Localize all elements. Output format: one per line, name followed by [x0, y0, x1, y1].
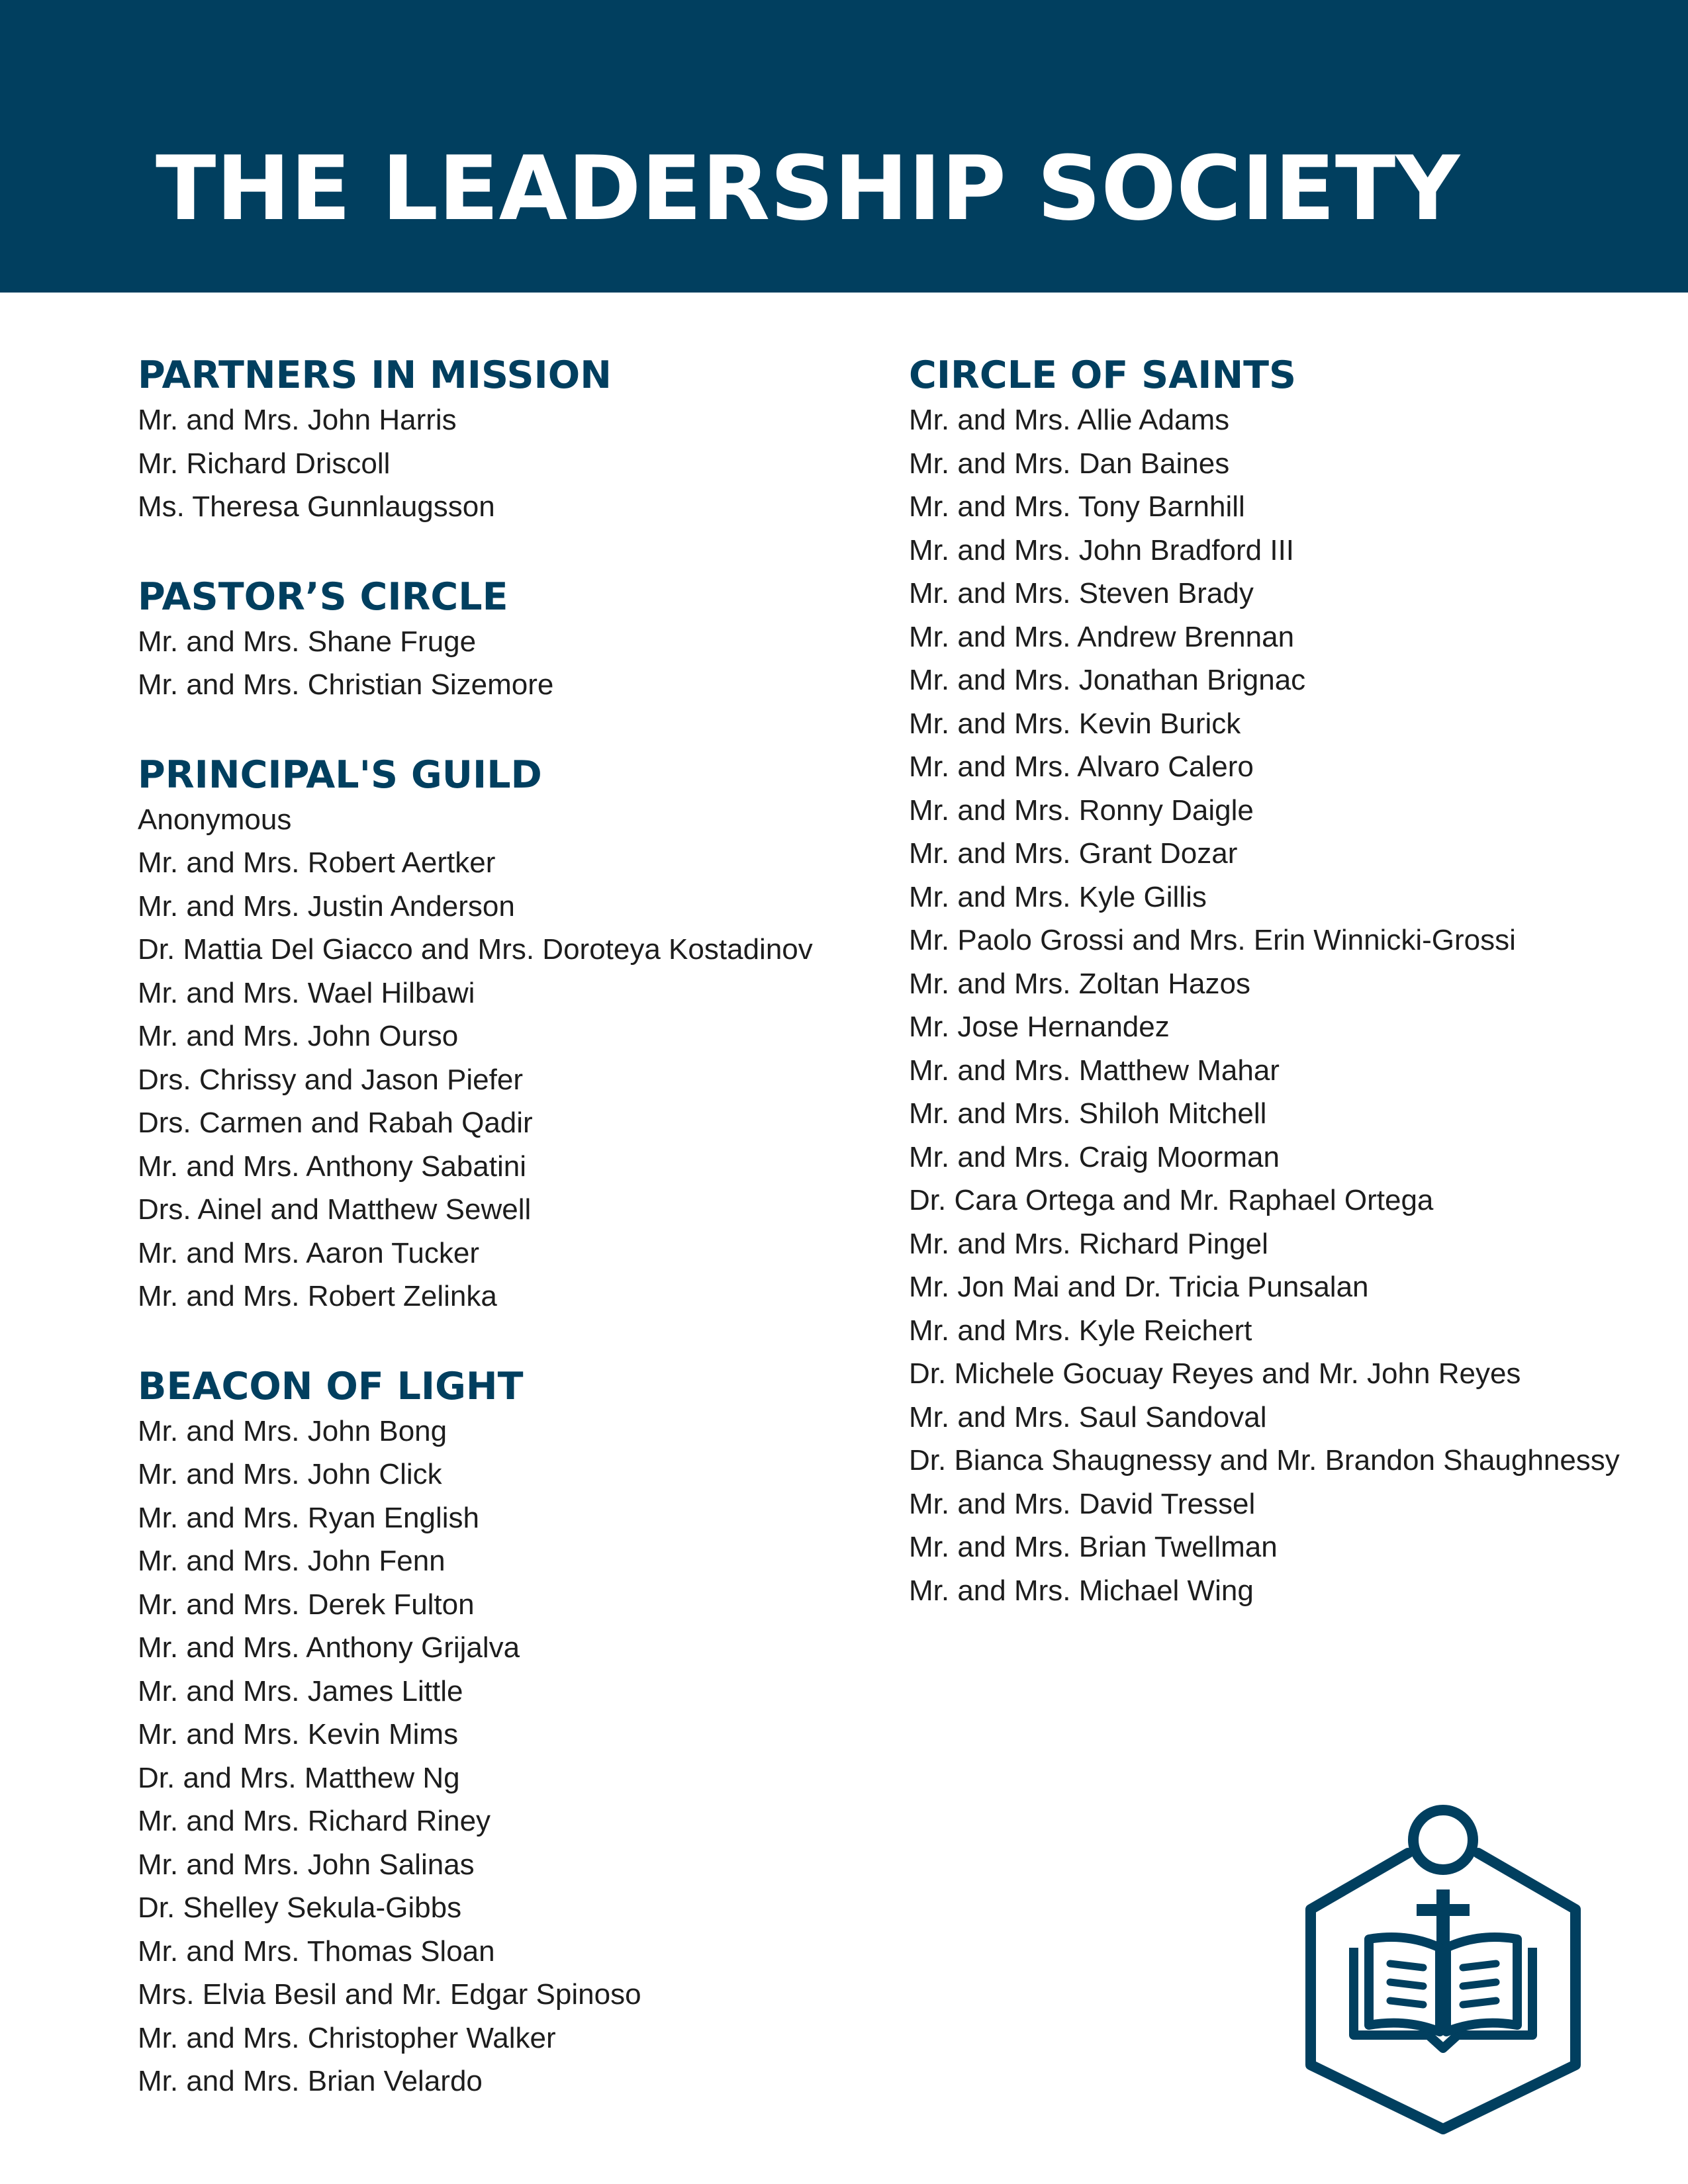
- donor-list: [138, 1410, 866, 2103]
- donor-list: [138, 798, 866, 1318]
- donor-name: Mr. and Mrs. Wael Hilbawi: [138, 976, 475, 1009]
- donor-name: Mr. and Mrs. John Ourso: [138, 1020, 459, 1052]
- donor-name: Mr. Richard Driscoll: [138, 447, 391, 480]
- donor-name: Mr. and Mrs. Kyle Reichert: [909, 1314, 1252, 1347]
- donor-name: Mr. and Mrs. Brian Velardo: [138, 2065, 483, 2097]
- donor-list: [909, 398, 1670, 1612]
- donor-name: Mr. and Mrs. Justin Anderson: [138, 889, 515, 923]
- donor-name: Mr. and Mrs. Richard Pingel: [909, 1227, 1268, 1260]
- donor-name: Mr. and Mrs. Shane Fruge: [138, 625, 477, 658]
- donor-name: Dr. Shelley Sekula-Gibbs: [138, 1891, 462, 1924]
- donor-name: Mr. and Mrs. Derek Fulton: [138, 1588, 475, 1621]
- donor-name: Mr. and Mrs. John Harris: [138, 404, 457, 436]
- donor-section: [138, 352, 866, 529]
- open-book-icon: [1354, 1937, 1532, 2048]
- donor-name: Mr. and Mrs. Robert Zelinka: [138, 1280, 497, 1312]
- donor-name: Mr. and Mrs. Richard Riney: [138, 1805, 491, 1837]
- donor-section: [138, 574, 866, 707]
- donor-name: Mr. and Mrs. Zoltan Hazos: [909, 967, 1250, 1000]
- donor-list: [138, 620, 866, 707]
- donor-section: [138, 1363, 866, 2103]
- donor-name: Dr. Mattia Del Giacco and Mrs. Doroteya Kostadinov: [138, 933, 813, 966]
- donor-name: Mr. and Mrs. Thomas Sloan: [138, 1934, 495, 1968]
- section-title: CIRCLE OF SAINTS: [909, 353, 1297, 397]
- donor-name: Mr. and Mrs. Tony Barnhill: [909, 490, 1245, 523]
- donor-name: Mr. and Mrs. John Fenn: [138, 1545, 445, 1577]
- donor-name: Mr. Paolo Grossi and Mrs. Erin Winnicki-Grossi: [909, 924, 1516, 956]
- donor-name: Dr. and Mrs. Matthew Ng: [138, 1761, 460, 1794]
- donor-name: Mr. and Mrs. John Click: [138, 1458, 442, 1490]
- donor-name: Mr. and Mrs. Saul Sandoval: [909, 1400, 1267, 1433]
- donor-name: Mr. and Mrs. Matthew Mahar: [909, 1054, 1280, 1087]
- donor-name: Mr. and Mrs. Ryan English: [138, 1501, 479, 1534]
- donor-name: Mr. and Mrs. Anthony Grijalva: [138, 1631, 520, 1664]
- donor-name: Mr. and Mrs. Anthony Sabatini: [138, 1150, 526, 1183]
- donor-name: Dr. Cara Ortega and Mr. Raphael Ortega: [909, 1184, 1434, 1216]
- donor-name: Dr. Bianca Shaugnessy and Mr. Brandon Shaughnessy: [909, 1444, 1620, 1477]
- section-title: PASTOR’S CIRCLE: [138, 574, 508, 619]
- donor-section: [138, 752, 866, 1318]
- donor-name: Mr. and Mrs. John Salinas: [138, 1848, 475, 1881]
- right-column: [909, 352, 1670, 1612]
- donor-name: Mr. and Mrs. Craig Moorman: [909, 1140, 1280, 1173]
- donor-section: [909, 352, 1670, 1612]
- donor-name: Mr. Jose Hernandez: [909, 1011, 1170, 1043]
- section-title: PRINCIPAL'S GUILD: [138, 752, 542, 797]
- donor-name: Mr. and Mrs. Andrew Brennan: [909, 620, 1295, 653]
- section-title: BEACON OF LIGHT: [138, 1364, 524, 1408]
- donor-name: Mr. and Mrs. Grant Dozar: [909, 837, 1238, 870]
- donor-name: Mr. and Mrs. John Bradford III: [909, 533, 1295, 567]
- donor-name: Mr. and Mrs. John Bong: [138, 1414, 447, 1447]
- crest-circle: [1413, 1810, 1473, 1870]
- donor-name: Drs. Chrissy and Jason Piefer: [138, 1063, 523, 1096]
- donor-name: Mr. and Mrs. Kyle Gillis: [909, 880, 1207, 913]
- donor-name: Ms. Theresa Gunnlaugsson: [138, 490, 495, 523]
- donor-name: Mr. and Mrs. Aaron Tucker: [138, 1236, 479, 1269]
- left-column: [138, 352, 866, 2103]
- donor-name: Mr. and Mrs. Christian Sizemore: [138, 668, 554, 701]
- school-crest-icon: [1297, 1790, 1589, 2134]
- donor-name: Anonymous: [138, 803, 292, 836]
- donor-name: Mr. and Mrs. Shiloh Mitchell: [909, 1097, 1267, 1130]
- donor-name: Mr. and Mrs. Alvaro Calero: [909, 751, 1254, 783]
- donor-name: Mr. and Mrs. Jonathan Brignac: [909, 664, 1306, 696]
- section-title: PARTNERS IN MISSION: [138, 353, 612, 397]
- donor-name: Mr. and Mrs. David Tressel: [909, 1487, 1256, 1520]
- donor-list: [138, 398, 866, 529]
- donor-name: Mr. and Mrs. Michael Wing: [909, 1574, 1254, 1607]
- page-title: THE LEADERSHIP SOCIETY: [156, 137, 1460, 240]
- donor-name: Mr. and Mrs. Robert Aertker: [138, 846, 496, 879]
- donor-name: Dr. Michele Gocuay Reyes and Mr. John Reyes: [909, 1357, 1521, 1390]
- donor-name: Mr. and Mrs. James Little: [138, 1674, 463, 1707]
- donor-name: Mr. Jon Mai and Dr. Tricia Punsalan: [909, 1271, 1369, 1303]
- donor-name: Mr. and Mrs. Ronny Daigle: [909, 794, 1254, 827]
- donor-name: Mr. and Mrs. Christopher Walker: [138, 2021, 556, 2054]
- donor-name: Mr. and Mrs. Kevin Mims: [138, 1718, 459, 1751]
- donor-name: Mr. and Mrs. Dan Baines: [909, 447, 1230, 480]
- page-header: [0, 0, 1688, 293]
- donor-name: Mr. and Mrs. Brian Twellman: [909, 1531, 1278, 1563]
- donor-name: Drs. Ainel and Matthew Sewell: [138, 1193, 532, 1226]
- donor-name: Mr. and Mrs. Allie Adams: [909, 404, 1230, 436]
- donor-name: Drs. Carmen and Rabah Qadir: [138, 1107, 533, 1139]
- donor-name: Mr. and Mrs. Kevin Burick: [909, 707, 1241, 740]
- donor-name: Mr. and Mrs. Steven Brady: [909, 577, 1254, 610]
- donor-name: Mrs. Elvia Besil and Mr. Edgar Spinoso: [138, 1978, 641, 2011]
